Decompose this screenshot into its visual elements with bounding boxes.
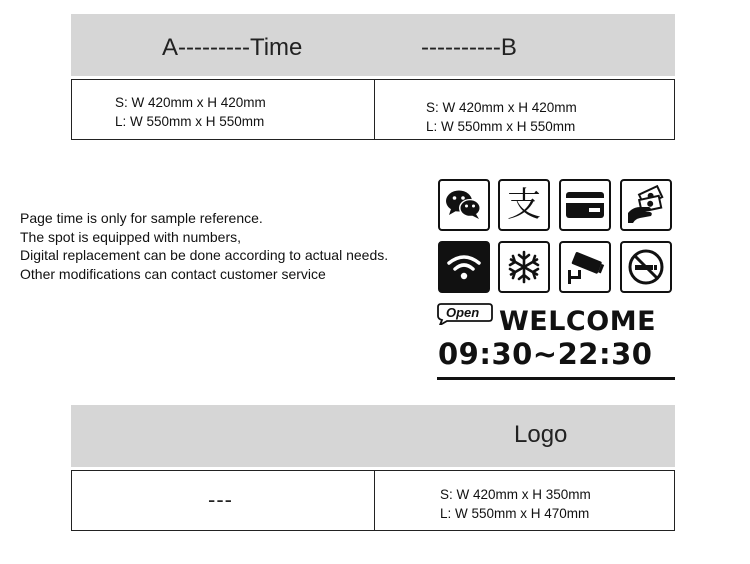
top-left-spec-small: S: W 420mm x H 420mm (115, 95, 266, 110)
note-line-3: Digital replacement can be done according to actual needs. (20, 247, 389, 263)
sign-underline (437, 377, 675, 380)
wechat-icon (438, 179, 490, 231)
sample-note (20, 209, 388, 283)
credit-card-icon (559, 179, 611, 231)
business-hours: 09:30~22:30 (438, 337, 653, 371)
alipay-icon (498, 179, 550, 231)
top-left-spec (115, 93, 266, 131)
top-left-cell (72, 80, 375, 139)
top-right-cell (375, 80, 674, 139)
security-camera-icon (559, 241, 611, 293)
time-title-right: ----------B (421, 34, 517, 61)
top-title-band (71, 14, 675, 76)
no-smoking-icon (620, 241, 672, 293)
bottom-right-spec-large: L: W 550mm x H 470mm (440, 506, 590, 521)
bottom-right-spec-small: S: W 420mm x H 350mm (440, 487, 591, 502)
cash-payment-icon (620, 179, 672, 231)
time-title-left: A---------Time (162, 34, 303, 61)
bottom-title-band (71, 405, 675, 467)
top-left-spec-large: L: W 550mm x H 550mm (115, 114, 265, 129)
bottom-left-value: --- (208, 487, 233, 512)
alipay-glyph: 支 (507, 186, 541, 224)
top-size-table (71, 79, 675, 140)
snowflake-icon (498, 241, 550, 293)
logo-title: Logo (514, 421, 568, 448)
welcome-text: WELCOME (499, 306, 657, 337)
top-right-spec (426, 98, 577, 136)
top-right-spec-large: L: W 550mm x H 550mm (426, 119, 576, 134)
note-line-1: Page time is only for sample reference. (20, 210, 263, 226)
bottom-right-cell (375, 471, 674, 530)
bottom-size-table (71, 470, 675, 531)
wifi-icon (438, 241, 490, 293)
bottom-left-cell (72, 471, 375, 530)
note-line-4: Other modifications can contact customer service (20, 265, 326, 282)
open-label: Open (446, 305, 480, 320)
note-line-2: The spot is equipped with numbers, (20, 228, 242, 245)
top-right-spec-small: S: W 420mm x H 420mm (426, 100, 577, 115)
bottom-right-spec (440, 485, 591, 523)
